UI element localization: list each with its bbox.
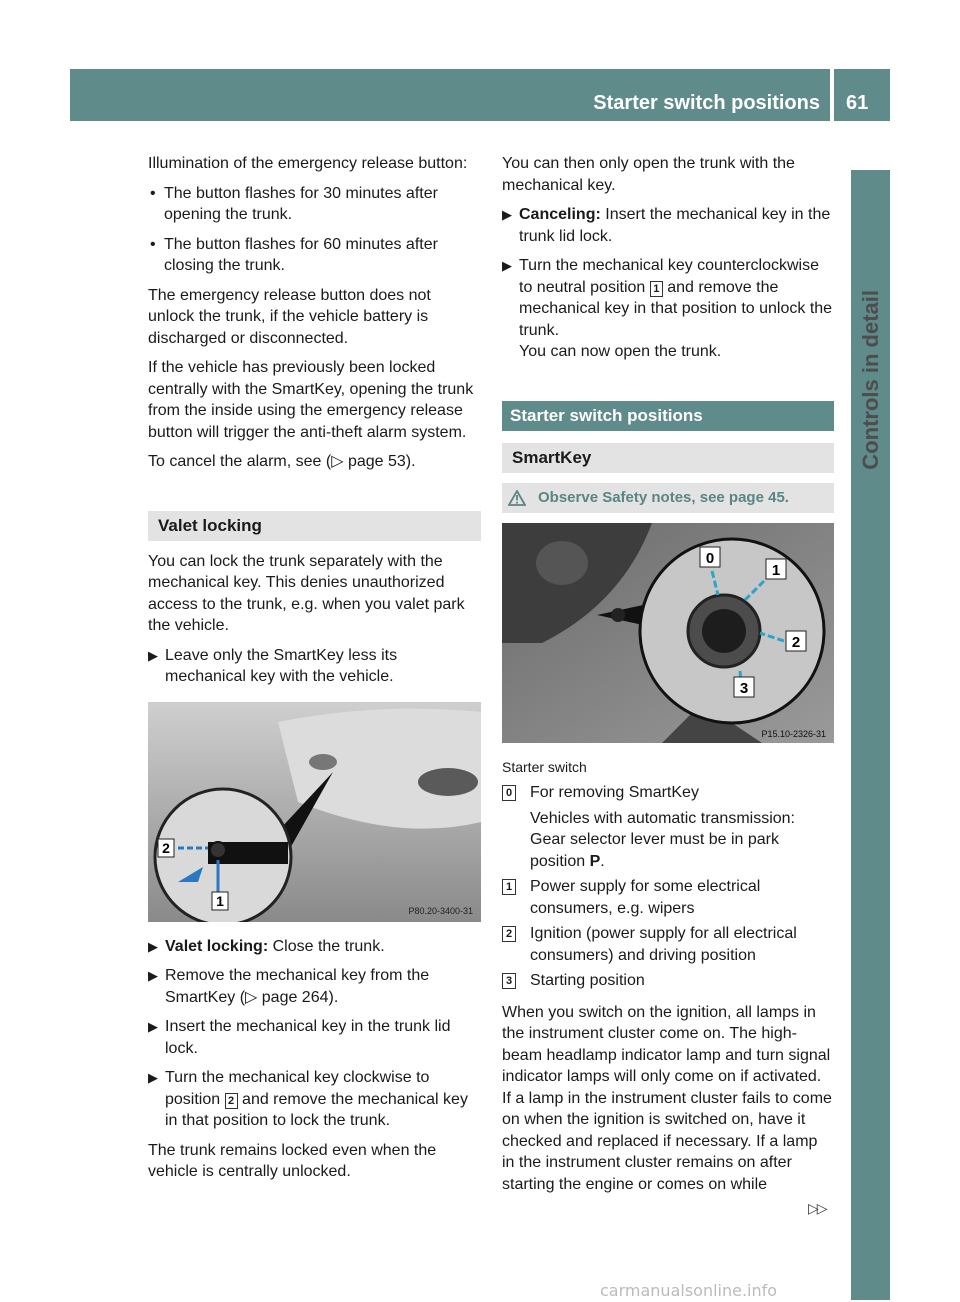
arrow-icon: ▶ bbox=[148, 968, 158, 983]
side-tab-label: Controls in detail bbox=[857, 290, 883, 470]
page-header bbox=[70, 69, 890, 121]
photo-callout: 0 bbox=[705, 549, 715, 567]
arrow-icon: ▶ bbox=[148, 1070, 158, 1085]
paragraph: If the vehicle has previously been locked centrally with the SmartKey, opening the trunk from the inside using the emergency release button will trigger the anti-theft alarm system. bbox=[148, 359, 474, 441]
photo-code: P15.10-2326-31 bbox=[761, 728, 826, 739]
photo-callout: 2 bbox=[791, 633, 801, 651]
position-number-icon: 2 bbox=[225, 1093, 238, 1109]
bullet-item: • The button flashes for 30 minutes after opening the trunk. bbox=[150, 184, 438, 223]
instruction-step: ▶ Canceling: Insert the mechanical key in the trunk lid lock. bbox=[502, 206, 831, 245]
photo-callout: 2 bbox=[162, 839, 170, 856]
photo-callout: 3 bbox=[739, 679, 749, 697]
page-number: 61 bbox=[846, 92, 869, 114]
header-separator bbox=[830, 69, 834, 121]
paragraph: The emergency release button does not unlock the trunk, if the vehicle battery is discharged or disconnected. bbox=[148, 286, 431, 347]
watermark: carmanualsonline.info bbox=[600, 1281, 778, 1300]
position-number-icon: 1 bbox=[502, 879, 516, 895]
paragraph: Illumination of the emergency release button: bbox=[148, 155, 468, 172]
bullet-item: • The button flashes for 60 minutes after closing the trunk. bbox=[150, 235, 438, 274]
paragraph: You can lock the trunk separately with the mechanical key. This denies unauthorized access to the trunk, e.g. when you valet park the vehicle. bbox=[148, 552, 465, 634]
instruction-step: ▶ Insert the mechanical key in the trunk lid lock. bbox=[148, 1018, 451, 1057]
right-column bbox=[502, 153, 834, 1203]
arrow-icon: ▶ bbox=[502, 258, 512, 273]
instruction-step: ▶ Remove the mechanical key from the SmartKey (▷ page 264). bbox=[148, 967, 430, 1006]
warning-triangle-icon bbox=[508, 490, 526, 506]
left-column bbox=[148, 153, 481, 1191]
paragraph: When you switch on the ignition, all lamps in the instrument cluster come on. The high-beam headlamp indicator lamp and turn signal indicator lamps will only come on if activated. If a lamp in the instrument cluster fails to come on when the ignition is switched on, have it checked and replaced if necessary. If a lamp in the instrument cluster remains on after starting the engine or comes on while bbox=[502, 1003, 832, 1193]
trunk-lock-photo bbox=[148, 702, 481, 922]
subsection-heading-smartkey: SmartKey bbox=[502, 443, 834, 473]
trunk-lock-illustration bbox=[148, 702, 481, 922]
position-number-icon: 2 bbox=[502, 926, 516, 942]
arrow-icon: ▶ bbox=[502, 207, 512, 222]
arrow-icon: ▶ bbox=[148, 647, 158, 663]
figure-caption: Starter switch bbox=[502, 758, 587, 775]
warning-notice: Observe Safety notes, see page 45. bbox=[502, 483, 834, 513]
photo-callout: 1 bbox=[216, 892, 224, 909]
paragraph: The trunk remains locked even when the vehicle is centrally unlocked. bbox=[148, 1141, 437, 1180]
instruction-step: ▶ Valet locking: Close the trunk. bbox=[148, 936, 481, 958]
paragraph: To cancel the alarm, see (▷ page 53). bbox=[148, 453, 416, 470]
header-title: Starter switch positions bbox=[593, 92, 820, 114]
section-heading-valet-locking: Valet locking bbox=[148, 511, 481, 541]
starter-switch-photo bbox=[502, 523, 834, 743]
arrow-icon: ▶ bbox=[148, 1019, 158, 1034]
legend-item: 2 Ignition (power supply for all electrical consumers) and driving position bbox=[502, 923, 834, 966]
position-number-icon: 0 bbox=[502, 785, 516, 801]
instruction-step: ▶ Turn the mechanical key clockwise to position 2 and remove the mechanical key in that position to lock the trunk. bbox=[148, 1069, 468, 1129]
continued-icon: ▷▷ bbox=[808, 1200, 826, 1216]
paragraph: You can then only open the trunk with the mechanical key. bbox=[502, 155, 795, 194]
instruction-step: ▶ Leave only the SmartKey less its mechanical key with the vehicle. bbox=[148, 646, 398, 685]
legend-item: 3 Starting position bbox=[502, 970, 834, 992]
section-heading-starter-switch: Starter switch positions bbox=[502, 401, 834, 431]
arrow-icon: ▶ bbox=[148, 938, 158, 954]
starter-switch-illustration bbox=[502, 523, 834, 743]
position-number-icon: 1 bbox=[650, 281, 663, 297]
side-tab-label-wrap bbox=[851, 290, 890, 890]
position-number-icon: 3 bbox=[502, 973, 516, 989]
instruction-step: ▶ Turn the mechanical key counterclockwise to neutral position 1 and remove the mechanical key in that position to unlock the trunk. You can now open the trunk. bbox=[502, 257, 833, 360]
photo-callout: 1 bbox=[771, 561, 781, 579]
legend-item: 0 For removing SmartKey Vehicles with automatic transmission: Gear selector lever must be in park position P. bbox=[502, 782, 834, 872]
legend-item: 1 Power supply for some electrical consumers, e.g. wipers bbox=[502, 876, 834, 919]
bullet-icon: • bbox=[150, 235, 156, 253]
photo-code: P80.20-3400-31 bbox=[408, 905, 473, 916]
bullet-icon: • bbox=[150, 184, 156, 202]
